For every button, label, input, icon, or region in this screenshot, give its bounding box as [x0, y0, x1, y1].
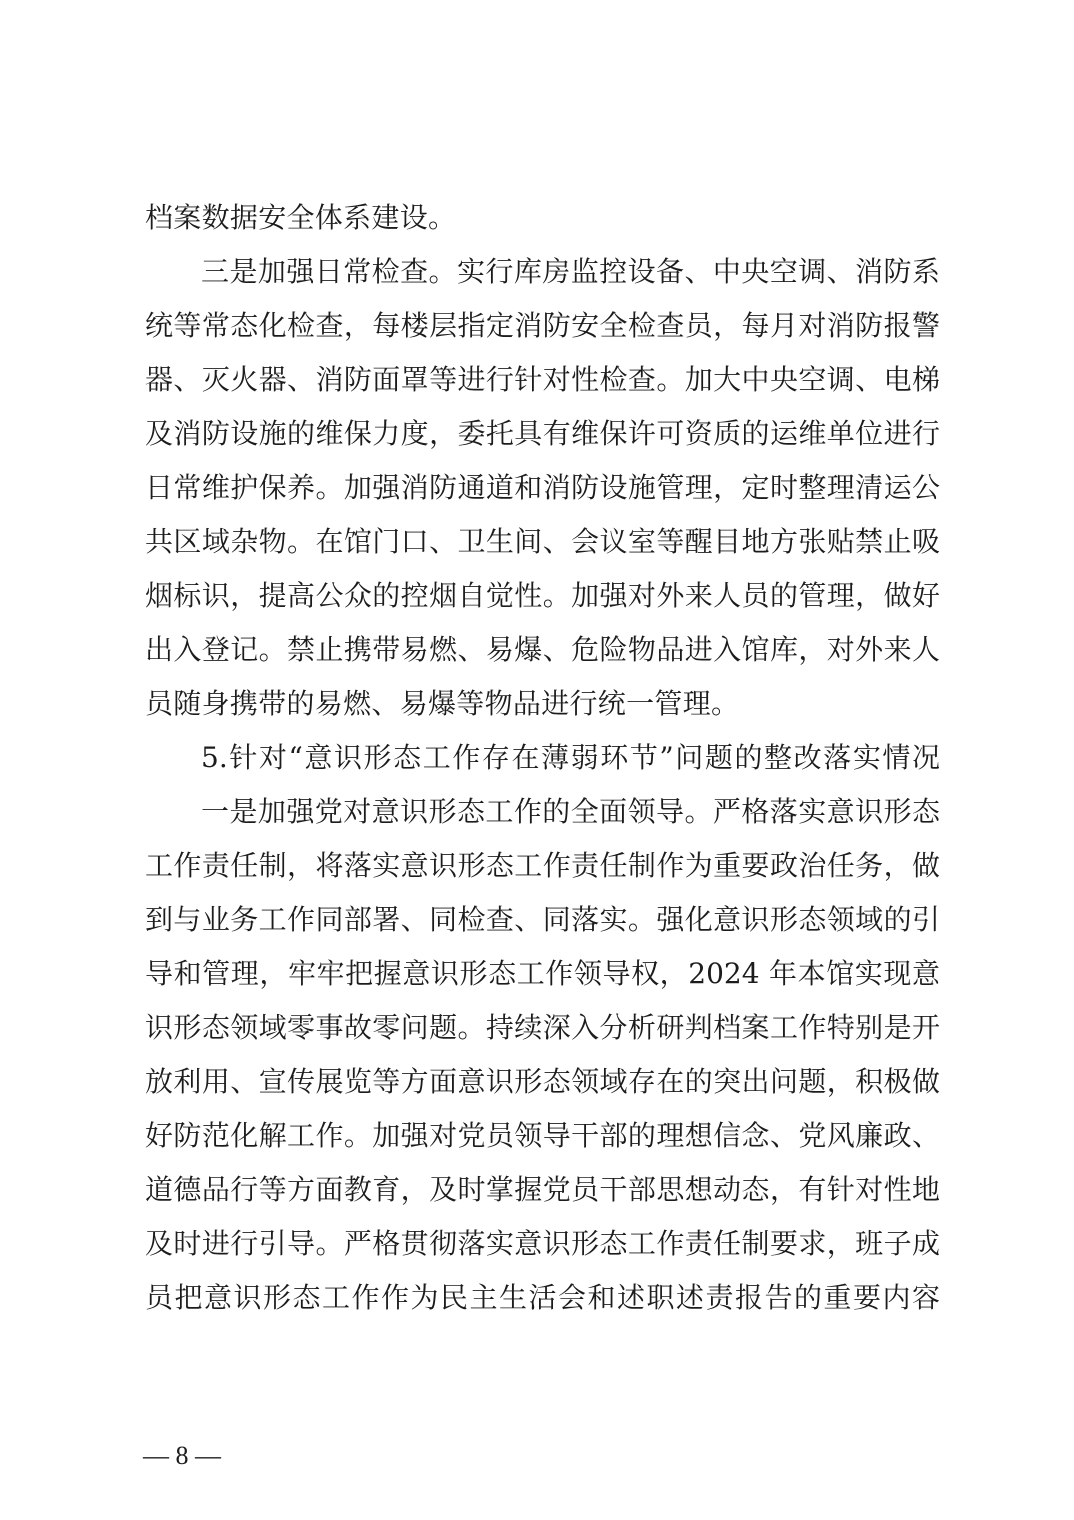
- body-line: 出入登记。禁止携带易燃、易爆、危险物品进入馆库，对外来人: [145, 633, 940, 666]
- body-line: 共区域杂物。在馆门口、卫生间、会议室等醒目地方张贴禁止吸: [145, 525, 940, 558]
- body-line: 识形态领域零事故零问题。持续深入分析研判档案工作特别是开: [145, 1011, 940, 1044]
- body-line: 到与业务工作同部署、同检查、同落实。强化意识形态领域的引: [145, 903, 940, 936]
- body-line: 导和管理，牢牢把握意识形态工作领导权，2024 年本馆实现意: [145, 957, 940, 990]
- section-heading: [145, 731, 940, 785]
- body-line: 员随身携带的易燃、易爆等物品进行统一管理。: [145, 687, 740, 720]
- body-line: 放利用、宣传展览等方面意识形态领域存在的突出问题，积极做: [145, 1065, 940, 1098]
- body-line: 日常维护保养。加强消防通道和消防设施管理，定时整理清运公: [145, 471, 940, 504]
- body-line: 三是加强日常检查。实行库房监控设备、中央空调、消防系: [201, 255, 940, 288]
- body-line: 一是加强党对意识形态工作的全面领导。严格落实意识形态: [201, 795, 940, 828]
- section-heading-line: 5.针对“意识形态工作存在薄弱环节”问题的整改落实情况: [201, 741, 940, 774]
- body-line: 道德品行等方面教育，及时掌握党员干部思想动态，有针对性地: [145, 1173, 940, 1206]
- body-line: 及消防设施的维保力度，委托具有维保许可资质的运维单位进行: [145, 417, 940, 450]
- body-line: 器、灭火器、消防面罩等进行针对性检查。加大中央空调、电梯: [145, 363, 940, 396]
- paragraph-daily-inspection: [145, 245, 940, 731]
- body-line: 工作责任制，将落实意识形态工作责任制作为重要政治任务，做: [145, 849, 940, 882]
- page-number: — 8 —: [143, 1441, 221, 1470]
- body-line: 统等常态化检查，每楼层指定消防安全检查员，每月对消防报警: [145, 309, 940, 342]
- body-line: 档案数据安全体系建设。: [145, 201, 457, 234]
- document-body: [145, 191, 940, 1325]
- body-line: 烟标识，提高公众的控烟自觉性。加强对外来人员的管理，做好: [145, 579, 940, 612]
- body-line: 员把意识形态工作作为民主生活会和述职述责报告的重要内容: [145, 1281, 940, 1314]
- paragraph-continuation: [145, 191, 940, 245]
- body-line: 好防范化解工作。加强对党员领导干部的理想信念、党风廉政、: [145, 1119, 940, 1152]
- paragraph-ideology-leadership: [145, 785, 940, 1325]
- body-line: 及时进行引导。严格贯彻落实意识形态工作责任制要求，班子成: [145, 1227, 940, 1260]
